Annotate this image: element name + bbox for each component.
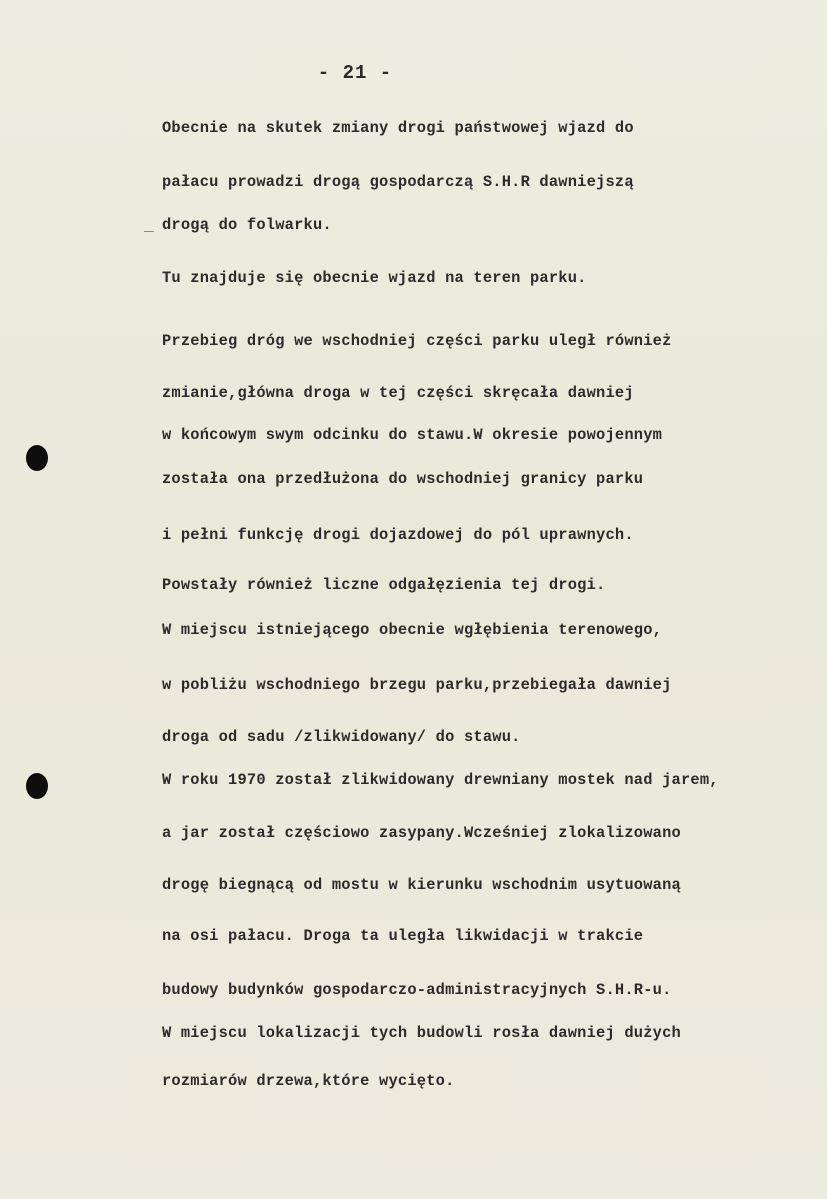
text-line: zmianie,główna droga w tej części skręcała dawniej: [162, 384, 634, 402]
page-number: - 21 -: [317, 62, 393, 84]
text-line: a jar został częściowo zasypany.Wcześniej zlokalizowano: [162, 824, 681, 842]
text-line: Powstały również liczne odgałęzienia tej drogi.: [162, 576, 606, 594]
text-line: W miejscu lokalizacji tych budowli rosła dawniej dużych: [162, 1024, 681, 1042]
text-line: pałacu prowadzi drogą gospodarczą S.H.R dawniejszą: [162, 173, 634, 191]
margin-mark: [144, 231, 154, 232]
text-line: rozmiarów drzewa,które wycięto.: [162, 1072, 455, 1090]
text-line: Przebieg dróg we wschodniej części parku uległ również: [162, 332, 672, 350]
text-line: budowy budynków gospodarczo-administracyjnych S.H.R-u.: [162, 981, 672, 999]
text-line: droga od sadu /zlikwidowany/ do stawu.: [162, 728, 521, 746]
text-line: na osi pałacu. Droga ta uległa likwidacji w trakcie: [162, 927, 644, 945]
text-line: Tu znajduje się obecnie wjazd na teren parku.: [162, 269, 587, 287]
text-line: W miejscu istniejącego obecnie wgłębienia terenowego,: [162, 621, 663, 639]
text-line: w końcowym swym odcinku do stawu.W okresie powojennym: [162, 426, 663, 444]
text-line: W roku 1970 został zlikwidowany drewniany mostek nad jarem,: [162, 771, 719, 789]
text-line: i pełni funkcję drogi dojazdowej do pól uprawnych.: [162, 526, 634, 544]
text-line: została ona przedłużona do wschodniej granicy parku: [162, 470, 644, 488]
text-line: drogę biegnącą od mostu w kierunku wschodnim usytuowaną: [162, 876, 681, 894]
text-line: drogą do folwarku.: [162, 216, 332, 234]
punch-hole: [26, 773, 48, 799]
text-line: Obecnie na skutek zmiany drogi państwowej wjazd do: [162, 119, 634, 137]
punch-hole: [26, 445, 48, 471]
text-line: w pobliżu wschodniego brzegu parku,przebiegała dawniej: [162, 676, 672, 694]
